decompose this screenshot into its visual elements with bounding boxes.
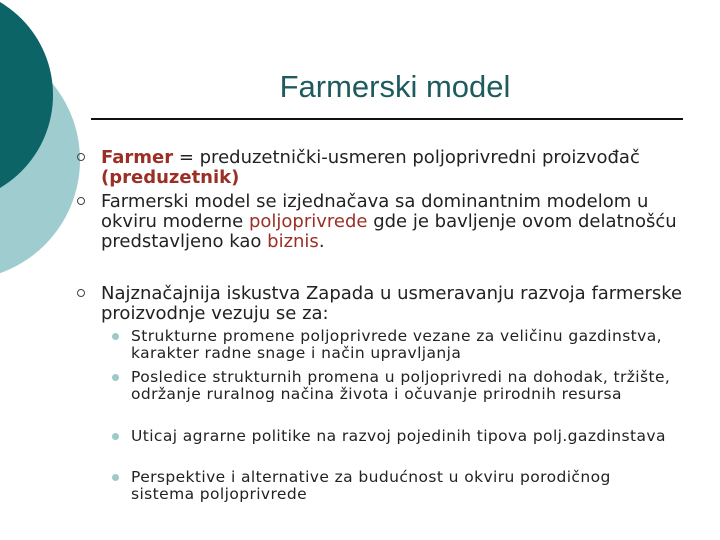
sub-bullet-consequences bbox=[131, 369, 671, 403]
sub-bullet-text: Strukturne promene poljoprivrede vezane za veličinu gazdinstva, karakter radne snage i način upravljanja bbox=[131, 327, 662, 362]
experiences-text: Najznačajnija iskustva Zapada u usmeravanju razvoja farmerske proizvodnje vezuju se za: bbox=[101, 283, 683, 324]
filled-dot-bullet-icon bbox=[112, 433, 119, 440]
hollow-circle-bullet-icon bbox=[77, 153, 85, 161]
filled-dot-bullet-icon bbox=[112, 474, 119, 481]
bullet-farmer bbox=[101, 148, 701, 188]
sub-bullet-text: Uticaj agrarne politike na razvoj pojedinih tipova polj.gazdinstava bbox=[131, 427, 666, 445]
sub-bullet-text: Posledice strukturnih promena u poljoprivredi na dohodak, tržište, održanje ruralnog načina života i očuvanje prirodnih resursa bbox=[131, 368, 671, 403]
filled-dot-bullet-icon bbox=[112, 374, 119, 381]
term-farmer: Farmer bbox=[101, 147, 174, 168]
title-divider bbox=[91, 118, 683, 120]
sub-bullet-agrarian-policy bbox=[131, 428, 671, 445]
decorative-circles-graphic bbox=[0, 0, 80, 300]
model-text-middle: gde je bavljenje ovom delatnošću predstavljeno kao bbox=[101, 211, 677, 252]
model-text-start: Farmerski model se izjednačava sa dominantnim modelom u okviru moderne bbox=[101, 191, 649, 232]
hollow-circle-bullet-icon bbox=[77, 197, 85, 205]
filled-dot-bullet-icon bbox=[112, 333, 119, 340]
bullet-experiences bbox=[101, 284, 701, 324]
bullet-model bbox=[101, 192, 701, 252]
term-poljoprivrede: poljoprivrede bbox=[248, 211, 368, 232]
slide-title: Farmerski model bbox=[279, 69, 511, 104]
farmer-definition: = preduzetnički-usmeren poljoprivredni proizvođač bbox=[173, 147, 640, 168]
sub-bullet-structural-changes bbox=[131, 328, 671, 362]
term-biznis: biznis bbox=[267, 231, 319, 252]
decorative-circles bbox=[0, 0, 80, 300]
hollow-circle-bullet-icon bbox=[77, 289, 85, 297]
sub-bullet-perspectives bbox=[131, 469, 671, 503]
term-preduzetnik: (preduzetnik) bbox=[101, 167, 240, 188]
sub-bullet-text: Perspektive i alternative za budućnost u okviru porodičnog sistema poljoprivrede bbox=[131, 468, 611, 503]
model-text-end: . bbox=[318, 231, 325, 252]
